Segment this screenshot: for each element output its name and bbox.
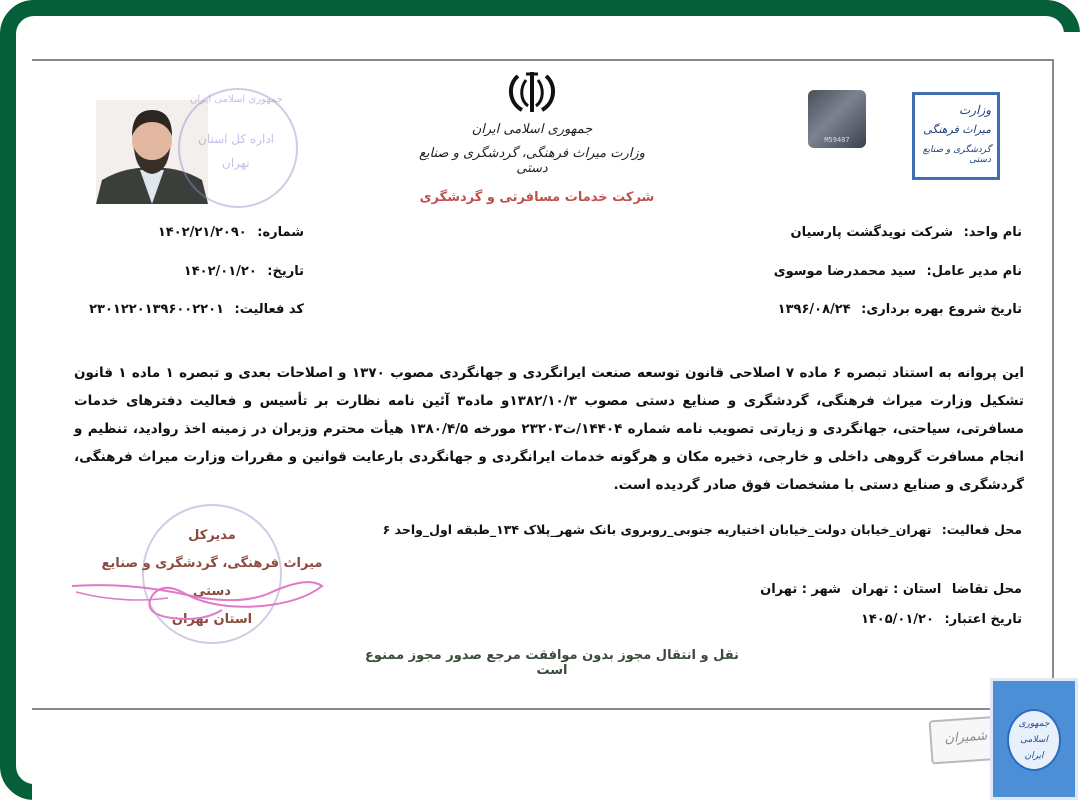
number-value: ۱۴۰۲/۲۱/۲۰۹۰: [157, 225, 247, 240]
company-type-title: شرکت خدمات مسافرتی و گردشگری: [419, 190, 655, 205]
revenue-stamp-text-3: ایران: [1024, 751, 1044, 761]
ministry-logo-line-2: میراث فرهنگی: [923, 123, 991, 136]
header-ministry: وزارت میراث فرهنگی، گردشگری و صنایع دستی: [419, 146, 645, 176]
revenue-stamp-text-1: جمهوری: [1018, 719, 1050, 729]
field-activity-code: [89, 302, 304, 317]
hologram-sticker: [808, 90, 866, 148]
license-body-text: این پروانه به استناد تبصره ۶ ماده ۷ اصلاحی قانون توسعه صنعت ایرانگردی و جهانگردی مصوب ۱۳۷۰ و اصلاحات بعدی و تبصره ۱ ماده ۱ قانون تشکیل وزارت میراث فرهنگی، گردشگری و صنایع دستی مصوب ۱۳۸۲/۱۰/۳و ماده۳ آئین نامه نظارت بر تأسیس و فعالیت دفترهای خدمات مسافرتی، سیاحتی، جهانگردی و زیارتی تصویب نامه شماره ۱۴۴۰۴/ت۲۳۲۰۳ مورخه ۱۳۸۰/۴/۵ هیأت محترم وزیران در زمینه اخذ روادید، تنظیم و انجام مسافرت گروهی داخلی و خارجی، ذخیره مکان و هرگونه خدمات ایرانگردی و جهانگردی بارعایت قوانین و مقررات وزارت میراث فرهنگی، گردشگری و صنایع دستی با مشخصات فوق صادر گردیده است.: [74, 365, 1025, 493]
validity-value: ۱۴۰۵/۰۱/۲۰: [860, 612, 934, 627]
bottom-rule: [32, 708, 1054, 710]
office-seal-text-top: جمهوری اسلامی ایران: [190, 94, 283, 105]
number-label: شماره:: [257, 225, 304, 240]
signatory-province: استان تهران: [171, 612, 253, 627]
certificate-paper: [32, 32, 1080, 800]
office-seal-text-1: اداره کل استان: [198, 132, 275, 146]
date-label: تاریخ:: [267, 264, 304, 279]
top-rule: [32, 59, 1052, 61]
handwritten-signature: [72, 552, 332, 632]
request-label: محل تقاضا: [951, 582, 1022, 597]
start-date-value: ۱۳۹۶/۰۸/۲۴: [777, 302, 851, 317]
hologram-code: M59407: [824, 136, 850, 144]
ministry-logo-line-3: گردشگری و صنایع دستی: [922, 145, 991, 165]
manager-value: سید محمدرضا موسوی: [773, 264, 916, 279]
field-unit-name: [790, 225, 1022, 240]
office-seal-stamp: [178, 88, 298, 208]
request-province-value: تهران: [851, 582, 889, 597]
transfer-notice: نقل و انتقال مجوز بدون موافقت مرجع صدور مجوز ممنوع است: [365, 648, 739, 678]
field-date: [184, 264, 304, 279]
header-republic: جمهوری اسلامی ایران: [471, 122, 593, 137]
revenue-stamp-text-2: اسلامی: [1020, 735, 1048, 745]
field-validity: [861, 612, 1022, 627]
request-province-label: استان :: [893, 582, 942, 597]
location-label: محل فعالیت:: [941, 522, 1022, 537]
revenue-stamp: [990, 678, 1078, 800]
ministry-logo: [912, 92, 1000, 180]
manager-label: نام مدیر عامل:: [926, 264, 1022, 279]
location-value: تهران_خیابان دولت_خیابان اختیاریه جنوبی_روبروی بانک شهر_پلاک ۱۳۴_طبقه اول_واحد ۶: [382, 522, 932, 537]
request-city-label: شهر :: [801, 582, 841, 597]
date-value: ۱۴۰۲/۰۱/۲۰: [183, 264, 257, 279]
office-seal-text-2: تهران: [222, 156, 250, 170]
field-start-date: [778, 302, 1022, 317]
signatory-org: میراث فرهنگی، گردشگری و صنایع دستی: [101, 556, 323, 599]
activity-code-label: کد فعالیت:: [234, 302, 304, 317]
right-rule: [1052, 59, 1054, 727]
ministry-logo-line-1: وزارت: [958, 103, 991, 117]
field-number: [158, 225, 304, 240]
field-request-place: [760, 582, 1022, 597]
activity-code-value: ۲۳۰۱۲۲۰۱۳۹۶۰۰۲۲۰۱: [89, 302, 224, 317]
field-location: [383, 522, 1022, 537]
request-city-value: تهران: [760, 582, 798, 597]
unit-name-value: شرکت نویدگشت پارسیان: [790, 225, 954, 240]
signatory-title: مدیرکل: [188, 528, 236, 543]
validity-label: تاریخ اعتبار:: [944, 612, 1022, 627]
iran-emblem-icon: [504, 70, 560, 118]
cancellation-stamp-text: شمیران: [944, 728, 988, 747]
unit-name-label: نام واحد:: [963, 225, 1022, 240]
revenue-stamp-medallion: [1007, 709, 1061, 771]
field-manager: [774, 264, 1022, 279]
start-date-label: تاریخ شروع بهره برداری:: [861, 302, 1022, 317]
